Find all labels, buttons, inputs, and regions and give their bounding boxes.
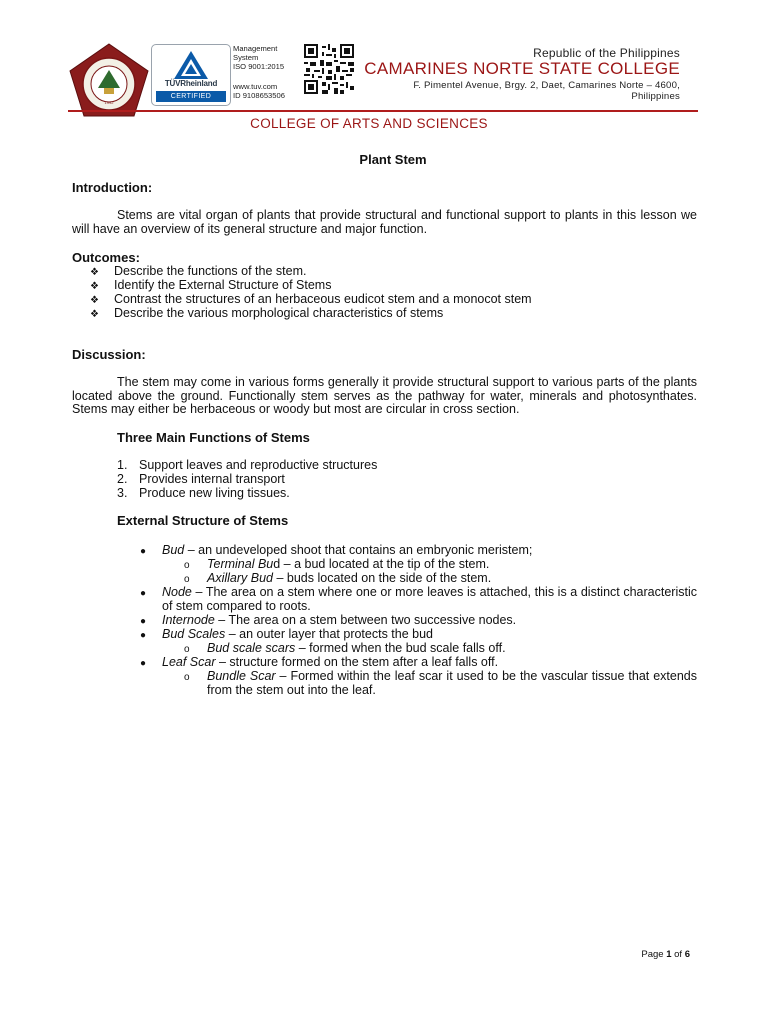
introduction-heading: Introduction: bbox=[72, 180, 153, 195]
bullet-dot-icon: ● bbox=[140, 546, 147, 557]
circle-bullet-icon: o bbox=[184, 560, 190, 571]
mgmt-line: ISO 9001:2015 bbox=[233, 62, 285, 71]
definition: – an outer layer that protects the bud bbox=[225, 627, 434, 641]
tuv-certification-badge bbox=[151, 44, 231, 106]
function-text: Provides internal transport bbox=[139, 472, 285, 486]
page-total: 6 bbox=[684, 949, 690, 960]
outcome-text: Describe the various morphological characteristics of stems bbox=[114, 306, 444, 320]
term-suffix: d bbox=[273, 557, 281, 571]
outcome-item bbox=[90, 306, 443, 322]
bullet-dot-icon: ● bbox=[140, 658, 147, 669]
cert-name: TÜVRheinland bbox=[164, 79, 218, 88]
document-title: Plant Stem bbox=[359, 152, 427, 167]
mgmt-line: Management bbox=[233, 44, 278, 53]
outcome-text: Identify the External Structure of Stems bbox=[114, 278, 332, 292]
function-item bbox=[117, 458, 377, 472]
department-name: COLLEGE OF ARTS AND SCIENCES bbox=[250, 116, 488, 131]
circle-bullet-icon: o bbox=[184, 644, 190, 655]
page-footer bbox=[641, 949, 690, 960]
term: Leaf Scar bbox=[162, 655, 216, 669]
page-number: 1 bbox=[666, 949, 672, 960]
diamond-bullet-icon: ❖ bbox=[90, 309, 99, 320]
college-name: CAMARINES NORTE STATE COLLEGE bbox=[364, 59, 680, 78]
term: Bud scale scars bbox=[207, 641, 296, 655]
functions-heading: Three Main Functions of Stems bbox=[117, 430, 310, 445]
mgmt-line: ID 9108653506 bbox=[233, 91, 285, 100]
address-line: Philippines bbox=[631, 91, 680, 102]
discussion-heading: Discussion: bbox=[72, 347, 146, 362]
term: Node bbox=[162, 585, 192, 599]
header-divider bbox=[68, 110, 698, 112]
term: Bundle Scar bbox=[207, 669, 276, 683]
definition: – The area on a stem where one or more leaves is attached, this is a distinct characteristic of stem compared to roots. bbox=[162, 585, 697, 613]
function-item bbox=[117, 472, 285, 486]
diamond-bullet-icon: ❖ bbox=[90, 267, 99, 278]
definition: – Formed within the leaf scar it used to be the vascular tissue that extends from the stem out into the leaf. bbox=[207, 669, 697, 697]
definition: – structure formed on the stem after a leaf falls off. bbox=[215, 655, 499, 669]
college-seal-logo bbox=[68, 42, 150, 118]
function-text: Produce new living tissues. bbox=[139, 486, 290, 500]
definition: – buds located on the side of the stem. bbox=[273, 571, 492, 585]
republic-label: Republic of the Philippines bbox=[533, 46, 680, 60]
mgmt-line: System bbox=[233, 53, 259, 62]
page-of-label: of bbox=[674, 949, 683, 960]
bullet-dot-icon: ● bbox=[140, 630, 147, 641]
definition: – formed when the bud scale falls off. bbox=[295, 641, 506, 655]
function-text: Support leaves and reproductive structures bbox=[139, 458, 378, 472]
mgmt-line: www.tuv.com bbox=[233, 82, 278, 91]
list-number: 2. bbox=[117, 472, 128, 486]
definition: – an undeveloped shoot that contains an embryonic meristem; bbox=[184, 543, 533, 557]
definition: – a bud located at the tip of the stem. bbox=[280, 557, 490, 571]
term: Internode bbox=[162, 613, 215, 627]
circle-bullet-icon: o bbox=[184, 672, 190, 683]
term: Axillary Bud bbox=[207, 571, 273, 585]
list-number: 3. bbox=[117, 486, 128, 500]
cert-badge-label: CERTIFIED bbox=[156, 91, 226, 102]
college-address bbox=[340, 80, 680, 102]
circle-bullet-icon: o bbox=[184, 574, 190, 585]
seal-year: 1992 bbox=[104, 100, 114, 105]
management-system-info bbox=[233, 44, 285, 100]
bullet-dot-icon: ● bbox=[140, 588, 147, 599]
bullet-dot-icon: ● bbox=[140, 616, 147, 627]
diamond-bullet-icon: ❖ bbox=[90, 295, 99, 306]
outcome-text: Describe the functions of the stem. bbox=[114, 264, 307, 278]
page-label: Page bbox=[641, 949, 664, 960]
term: Terminal Bu bbox=[207, 557, 274, 571]
outcomes-heading: Outcomes: bbox=[72, 250, 140, 265]
external-structure-heading: External Structure of Stems bbox=[117, 513, 289, 528]
structure-subitem-bundle-scar bbox=[207, 669, 697, 697]
structure-item-node bbox=[162, 585, 697, 613]
list-number: 1. bbox=[117, 458, 128, 472]
diamond-bullet-icon: ❖ bbox=[90, 281, 99, 292]
tuv-triangle-icon bbox=[172, 49, 210, 81]
discussion-text: The stem may come in various forms generally it provide structural support to various parts of the plants located above the ground. Functionally stem serves as the pathway for water, minerals and photosynthates. Stems may either be herbaceous or woody but most are circular in cross section. bbox=[72, 375, 697, 416]
address-line: F. Pimentel Avenue, Brgy. 2, Daet, Camarines Norte – 4600, bbox=[413, 80, 680, 91]
function-item bbox=[117, 486, 290, 500]
outcome-text: Contrast the structures of an herbaceous eudicot stem and a monocot stem bbox=[114, 292, 532, 306]
term: Bud Scales bbox=[162, 627, 226, 641]
term: Bud bbox=[162, 543, 185, 557]
introduction-text: Stems are vital organ of plants that provide structural and functional support to plants in this lesson we will have an overview of its general structure and major function. bbox=[72, 208, 697, 236]
definition: – The area on a stem between two successive nodes. bbox=[214, 613, 517, 627]
